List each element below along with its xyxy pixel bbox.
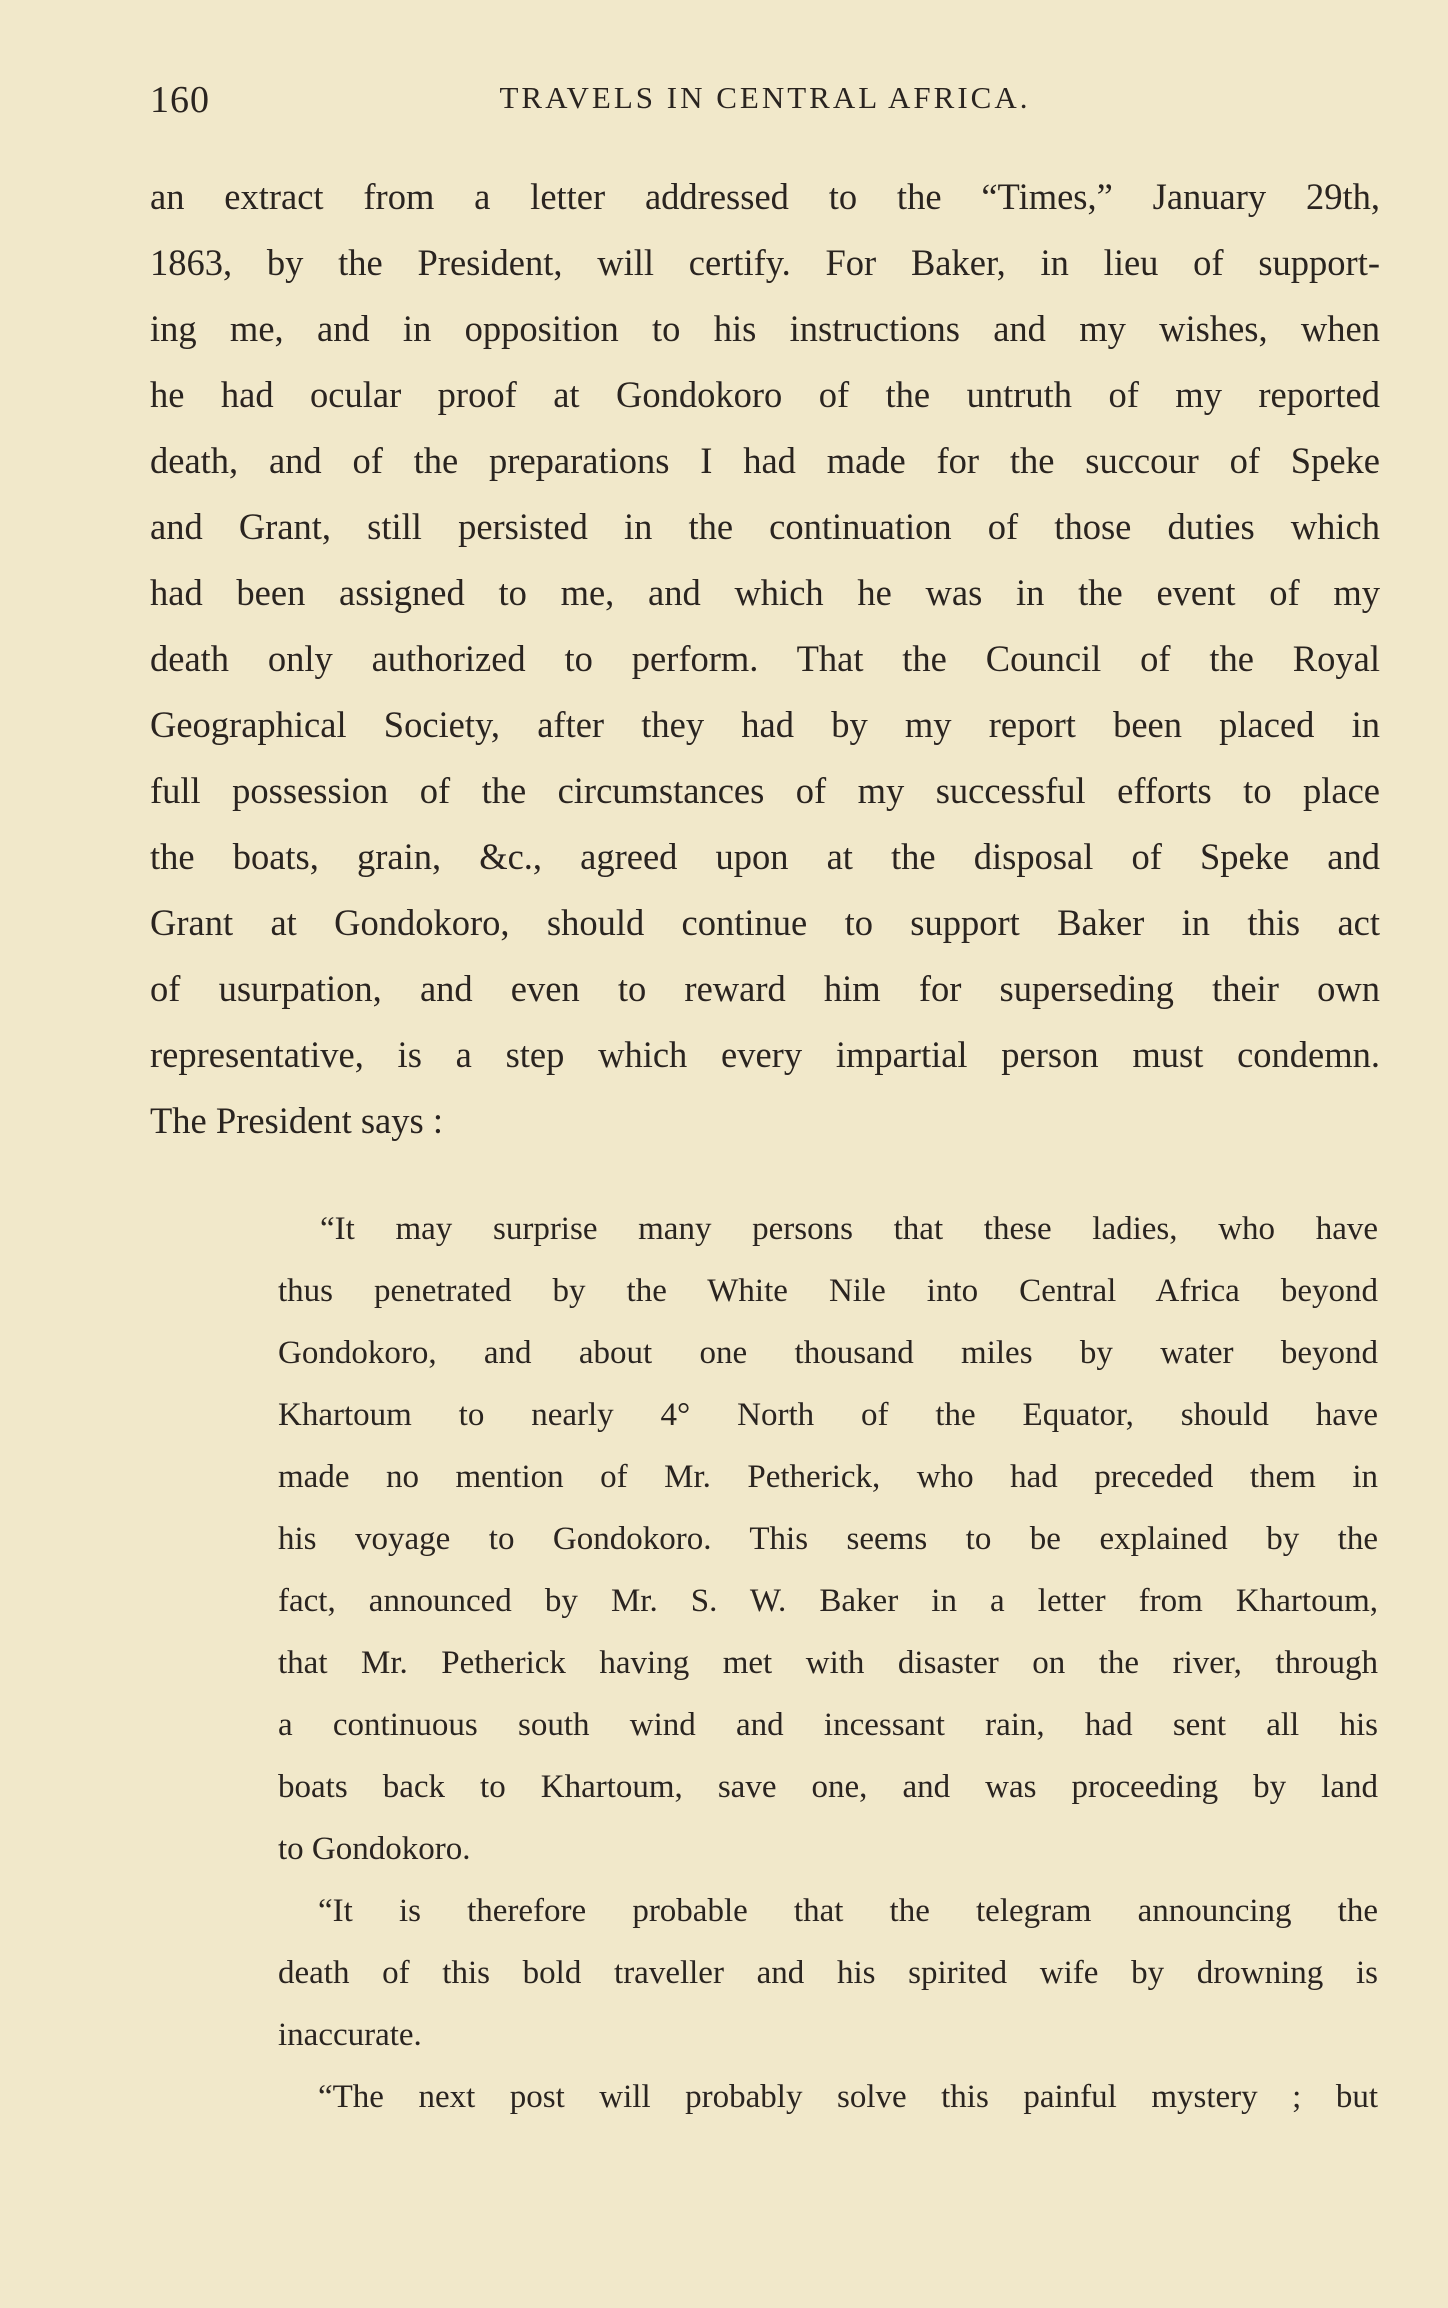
page-number: 160 [150,79,210,121]
quote-line: his voyage to Gondokoro. This seems to be explained by the [278,1521,1378,1557]
quote-line: inaccurate. [278,2017,422,2053]
text-line: The President says : [150,1100,443,1141]
quote-line: death of this bold traveller and his spirited wife by drowning is [278,1955,1378,1991]
text-line: death, and of the preparations I had made for the succour of Speke [150,440,1380,481]
quote-line: made no mention of Mr. Petherick, who had preceded them in [278,1459,1378,1495]
text-line: the boats, grain, &c., agreed upon at the disposal of Speke and [150,836,1380,877]
text-line: ing me, and in opposition to his instructions and my wishes, when [150,308,1380,349]
running-header [150,78,1380,128]
text-line: 1863, by the President, will certify. For Baker, in lieu of support- [150,242,1380,283]
main-paragraph [150,164,1380,1154]
running-title: TRAVELS IN CENTRAL AFRICA. [499,80,1031,115]
quote-line: “It may surprise many persons that these ladies, who have [320,1211,1378,1247]
quote-line: that Mr. Petherick having met with disaster on the river, through [278,1645,1378,1681]
quote-line: “It is therefore probable that the telegram announcing the [318,1893,1378,1929]
text-line: full possession of the circumstances of my successful efforts to place [150,770,1380,811]
text-line: had been assigned to me, and which he was in the event of my [150,572,1380,613]
quote-line: thus penetrated by the White Nile into Central Africa beyond [278,1273,1378,1309]
text-line: Grant at Gondokoro, should continue to support Baker in this act [150,902,1380,943]
quote-line: fact, announced by Mr. S. W. Baker in a letter from Khartoum, [278,1583,1378,1619]
text-line: and Grant, still persisted in the continuation of those duties which [150,506,1380,547]
text-line: an extract from a letter addressed to the “Times,” January 29th, [150,176,1380,217]
quote-line: Khartoum to nearly 4° North of the Equator, should have [278,1397,1378,1433]
text-line: of usurpation, and even to reward him for superseding their own [150,968,1380,1009]
quote-line: Gondokoro, and about one thousand miles by water beyond [278,1335,1378,1371]
quote-line: a continuous south wind and incessant rain, had sent all his [278,1707,1378,1743]
text-line: he had ocular proof at Gondokoro of the untruth of my reported [150,374,1380,415]
quote-line: boats back to Khartoum, save one, and was proceeding by land [278,1769,1378,1805]
quote-line: “The next post will probably solve this painful mystery ; but [318,2079,1378,2115]
text-line: death only authorized to perform. That the Council of the Royal [150,638,1380,679]
text-line: representative, is a step which every impartial person must condemn. [150,1034,1380,1075]
quote-line: to Gondokoro. [278,1831,471,1867]
block-quote [278,1198,1378,2128]
text-line: Geographical Society, after they had by my report been placed in [150,704,1380,745]
